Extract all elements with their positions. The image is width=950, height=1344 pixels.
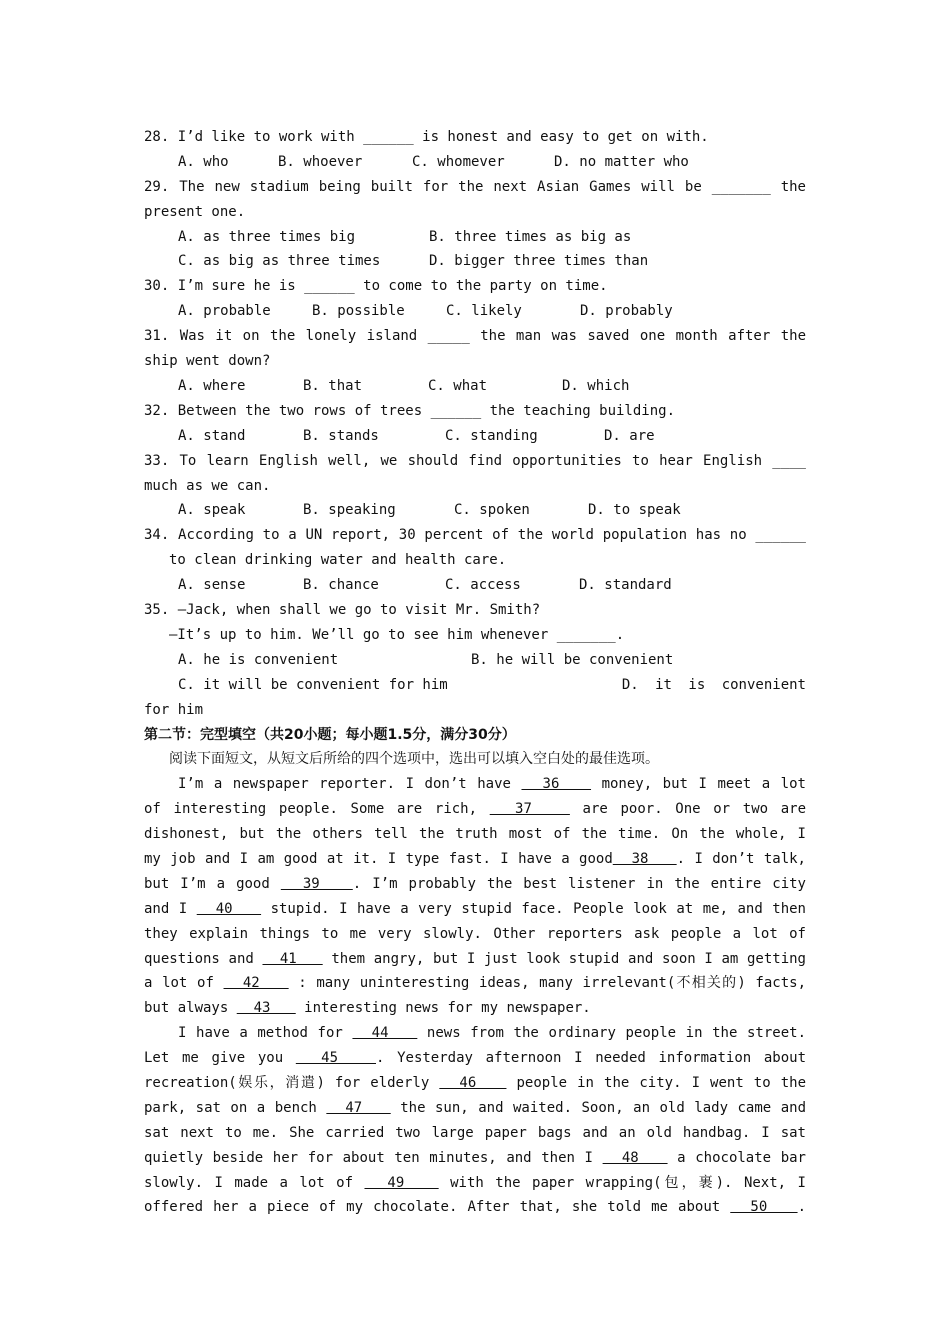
option-d: D. standard [579, 577, 672, 594]
passage-text: I’m a newspaper reporter. I don’t have [178, 776, 522, 793]
passage-text: them angry, but I just look stupid and soon I am getting [322, 950, 806, 967]
question-33-stem-cont: much as we can. [144, 477, 271, 494]
passage-text: . [797, 1199, 806, 1216]
question-32-stem: 32. Between the two rows of trees ______ the teaching building. [144, 402, 676, 419]
question-33-stem: 33. To learn English well, we should find opportunities to hear English ____ [144, 452, 806, 469]
passage-line [144, 996, 806, 1021]
passage-text: but I’m a good [144, 875, 281, 892]
exam-page [144, 125, 806, 1220]
blank-43: 43 [236, 1000, 296, 1017]
question-31-options [144, 374, 806, 399]
blank-44: 44 [352, 1025, 418, 1042]
passage-text: a lot of [144, 975, 224, 992]
blank-50: 50 [730, 1199, 798, 1216]
passage-line [144, 1096, 806, 1121]
passage-text: : many uninteresting ideas, many irrelevant(不相关的) facts, [288, 975, 806, 992]
question-31-stem-cont: ship went down? [144, 353, 271, 370]
passage-line [144, 971, 806, 996]
passage-text: money, but I meet a lot [591, 776, 806, 793]
question-28-options [144, 150, 806, 175]
option-c: C. it will be convenient for him [178, 676, 448, 693]
passage-line [144, 872, 806, 897]
passage-text: dishonest, but the others tell the truth most of the time. On the whole, I [144, 826, 806, 843]
passage-line [144, 1071, 806, 1096]
option-d: D. probably [580, 303, 673, 320]
passage-text: quietly beside her for about ten minutes, and then I [144, 1149, 603, 1166]
passage-text: offered her a piece of my chocolate. After that, she told me about [144, 1199, 731, 1216]
question-33-options [144, 498, 806, 523]
option-d: D. to speak [588, 502, 681, 519]
passage-line [144, 1146, 806, 1171]
question-31-stem: 31. Was it on the lonely island _____ the man was saved one month after the [144, 328, 806, 345]
question-35-stem: 35. —Jack, when shall we go to visit Mr. Smith? [144, 602, 541, 619]
passage-text: and I [144, 900, 197, 917]
passage-text: recreation(娱乐，消遣) for elderly [144, 1075, 440, 1091]
option-c: C. standing [445, 427, 538, 444]
question-34-options [144, 573, 806, 598]
question-30-options [144, 299, 806, 324]
option-a: A. as three times big [178, 228, 356, 245]
passage-text: people in the city. I went to the [506, 1075, 806, 1091]
passage-line [144, 847, 806, 872]
option-a: A. who [178, 153, 229, 170]
option-d: D. bigger three times than [429, 253, 649, 270]
passage [144, 772, 806, 1220]
blank-40: 40 [196, 900, 262, 917]
question-29-stem: 29. The new stadium being built for the next Asian Games will be _______ the [144, 178, 806, 195]
option-b: B. chance [303, 577, 379, 594]
option-b: B. possible [312, 303, 405, 320]
passage-text: park, sat on a bench [144, 1099, 327, 1116]
blank-48: 48 [602, 1149, 668, 1166]
passage-line [144, 1121, 806, 1146]
passage-text: they explain things to me very slowly. Other reporters ask people a lot of [144, 925, 806, 942]
passage-text: Let me give you [144, 1050, 296, 1067]
option-a: A. where [178, 377, 246, 394]
passage-text: but always [144, 1000, 237, 1017]
passage-text: with the paper wrapping(包，裹). Next, I [438, 1174, 806, 1191]
blank-38: 38 [612, 850, 677, 867]
passage-text: . Yesterday afternoon I needed information about [376, 1050, 806, 1067]
option-b: B. speaking [303, 502, 396, 519]
option-c: C. spoken [454, 502, 530, 519]
option-c: C. likely [446, 303, 522, 320]
blank-46: 46 [439, 1075, 507, 1091]
blank-45: 45 [295, 1050, 376, 1067]
passage-text: are poor. One or two are [569, 801, 806, 818]
passage-line [144, 1195, 806, 1220]
passage-line [144, 922, 806, 947]
passage-text: . I’m probably the best listener in the entire city [352, 875, 806, 892]
passage-text: . I don’t talk, [676, 850, 806, 867]
question-29-options-row2 [144, 249, 806, 274]
question-34-stem: 34. According to a UN report, 30 percent of the world population has no ______ [144, 527, 806, 544]
passage-text: I have a method for [178, 1025, 353, 1042]
blank-37: 37 [489, 801, 570, 818]
passage-line [144, 1171, 806, 1196]
option-d: D. it is convenient [621, 676, 806, 693]
passage-text: my job and I am good at it. I type fast. I have a good [144, 850, 613, 867]
passage-line [144, 1021, 806, 1046]
passage-text: the sun, and waited. Soon, an old lady came and [390, 1099, 806, 1116]
passage-text: interesting news for my newspaper. [295, 1000, 591, 1017]
question-32-options [144, 424, 806, 449]
option-a: A. he is convenient [178, 651, 339, 668]
passage-text: of interesting people. Some are rich, [144, 801, 490, 818]
option-c: C. access [445, 577, 521, 594]
passage-line [144, 797, 806, 822]
passage-line [144, 947, 806, 972]
option-d: D. no matter who [554, 153, 689, 170]
question-29-stem-cont: present one. [144, 203, 246, 220]
passage-line [144, 897, 806, 922]
option-c: C. what [428, 377, 488, 394]
blank-36: 36 [521, 776, 592, 793]
passage-text: sat next to me. She carried two large paper bags and an old handbag. I sat [144, 1124, 806, 1141]
question-35-options-row2 [144, 673, 806, 698]
question-35-options-row1 [144, 648, 806, 673]
question-35-tail: for him [144, 701, 204, 718]
passage-text: news from the ordinary people in the street. [417, 1025, 806, 1042]
passage-line [144, 822, 806, 847]
blank-41: 41 [262, 950, 323, 967]
section-title: 第二节：完型填空（共20小题；每小题1.5分，满分30分） [144, 726, 516, 743]
passage-line [144, 1046, 806, 1071]
option-a: A. probable [178, 303, 271, 320]
passage-text: stupid. I have a very stupid face. People look at me, and then [261, 900, 806, 917]
option-b: B. he will be convenient [471, 651, 674, 668]
section-instruction: 阅读下面短文，从短文后所给的四个选项中，选出可以填入空白处的最佳选项。 [169, 751, 659, 768]
option-b: B. three times as big as [429, 228, 632, 245]
blank-49: 49 [364, 1174, 439, 1191]
passage-line [144, 772, 806, 797]
option-d: D. which [562, 377, 630, 394]
option-a: A. sense [178, 577, 246, 594]
blank-47: 47 [326, 1099, 391, 1116]
question-30-stem: 30. I’m sure he is ______ to come to the party on time. [144, 278, 608, 295]
option-b: B. whoever [278, 153, 363, 170]
blank-39: 39 [280, 875, 353, 892]
option-a: A. stand [178, 427, 246, 444]
option-c: C. as big as three times [178, 253, 381, 270]
passage-text: slowly. I made a lot of [144, 1174, 365, 1191]
passage-text: questions and [144, 950, 263, 967]
option-d: D. are [604, 427, 655, 444]
question-35-stem-cont: —It’s up to him. We’ll go to see him whenever _______. [169, 626, 625, 643]
question-28-stem: 28. I’d like to work with ______ is honest and easy to get on with. [144, 129, 709, 145]
option-b: B. that [303, 377, 363, 394]
blank-42: 42 [223, 975, 289, 992]
passage-text: a chocolate bar [667, 1149, 806, 1166]
question-29-options-row1 [144, 225, 806, 250]
option-c: C. whomever [412, 153, 505, 170]
option-b: B. stands [303, 427, 379, 444]
question-34-stem-cont: to clean drinking water and health care. [169, 552, 507, 569]
option-a: A. speak [178, 502, 246, 519]
